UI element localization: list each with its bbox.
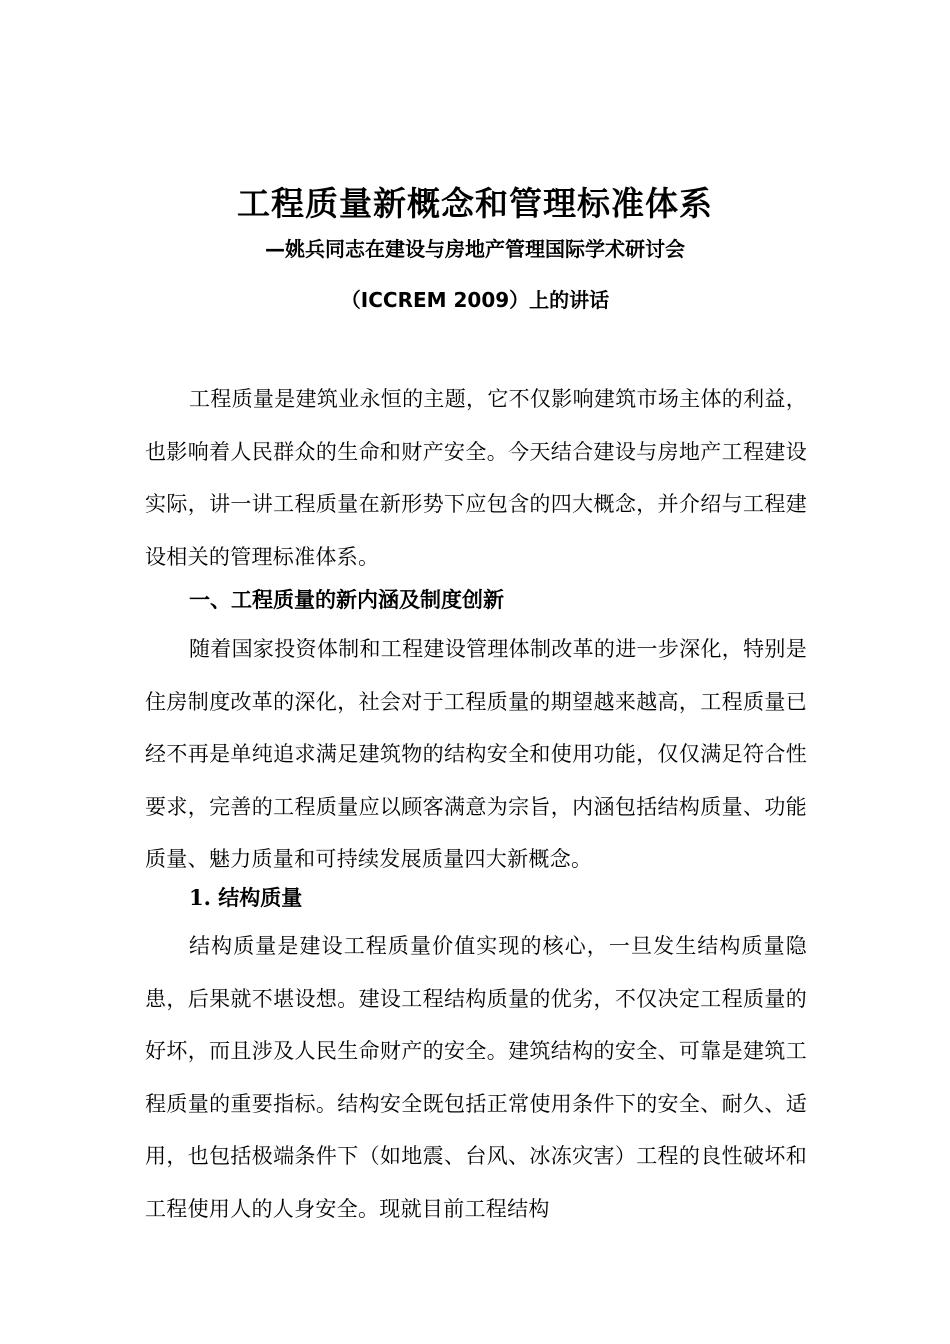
document-subtitle-line1: —姚兵同志在建设与房地产管理国际学术研讨会 [265,237,685,261]
section1-paragraph: 随着国家投资体制和工程建设管理体制改革的进一步深化，特别是住房制度改革的深化，社会对于工程质量的期望越来越高，工程质量已经不再是单纯追求满足建筑物的结构安全和使用功能，仅仅满足符合性要求，完善的工程质量应以顾客满意为宗旨，内涵包括结构质量、功能质量、魅力质量和可持续发展质量四大新概念。 [145,637,807,871]
section-heading-1: 一、工程质量的新内涵及制度创新 [189,588,504,612]
document-subtitle-line2: （ICCREM 2009）上的讲话 [340,288,610,312]
document-title: 工程质量新概念和管理标准体系 [237,184,713,223]
subsection1-paragraph: 结构质量是建设工程质量价值实现的核心，一旦发生结构质量隐患，后果就不堪设想。建设工程结构质量的优劣，不仅决定工程质量的好坏，而且涉及人民生命财产的安全。建筑结构的安全、可靠是建筑工程质量的重要指标。结构安全既包括正常使用条件下的安全、耐久、适用，也包括极端条件下（如地震、台风、冰冻灾害）工程的良性破坏和工程使用人的人身安全。现就目前工程结构 [145,934,807,1221]
subsection-heading-1: 1. 结构质量 [189,885,303,910]
intro-paragraph: 工程质量是建筑业永恒的主题，它不仅影响建筑市场主体的利益，也影响着人民群众的生命和财产安全。今天结合建设与房地产工程建设实际，讲一讲工程质量在新形势下应包含的四大概念，并介绍与工程建设相关的管理标准体系。 [145,387,807,569]
